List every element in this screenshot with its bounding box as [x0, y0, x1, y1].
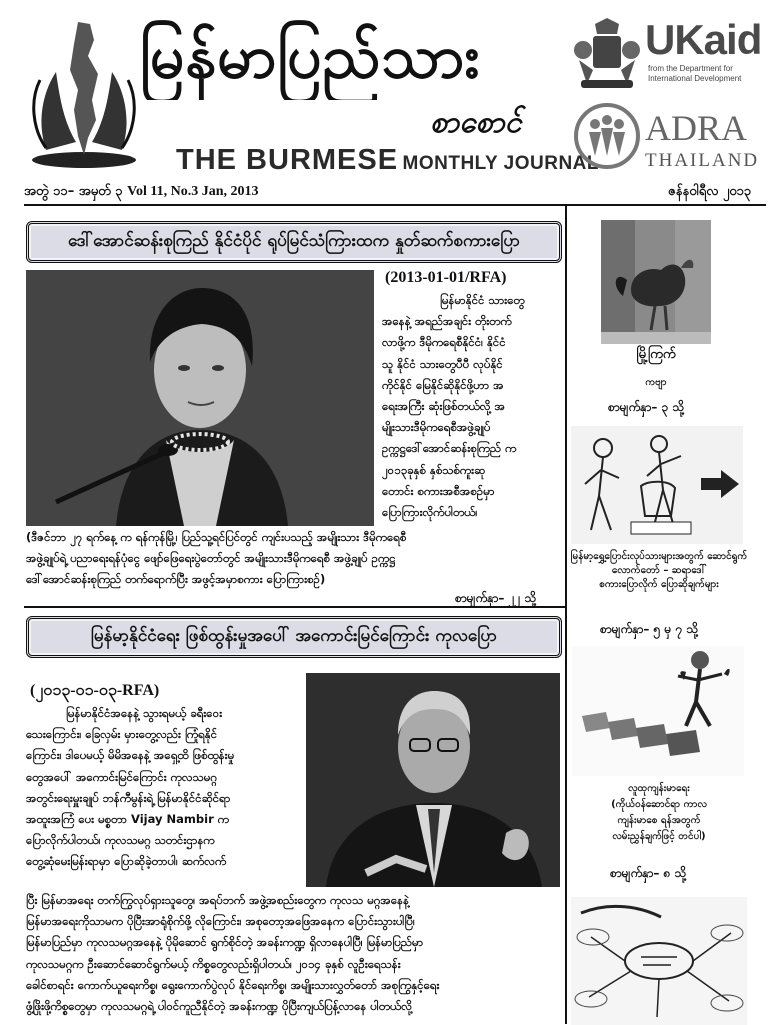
sidebar-mindmap-image: [571, 897, 747, 1025]
story1-headline[interactable]: ဒေါ်အောင်ဆန်းစုကြည် နိုင်ငံပိုင် ရုပ်မြင်သံကြားထက နှုတ်ဆက်စကားပြော: [26, 221, 562, 263]
story2-photo: [306, 673, 560, 887]
story2-body-line: တွေအပေါ် အကောင်းမြင်ကြောင်း ကုလသမဂ္ဂ: [26, 769, 217, 784]
adra-logo: ADRA: [645, 108, 748, 148]
sidebar-item-3-desc-2: ကျန်းမာစေ ရန်အတွက်: [617, 815, 701, 826]
masthead-subtitle: စာစောင်: [430, 105, 522, 140]
story1-body-line: ကိုင်နိုင် မြေနိုင်ဆိုနိုင်ဖို့ဟာ အ: [382, 377, 504, 392]
story1-body-line: အနေနဲ့ အရည်အချင်း တိုးတက်: [382, 314, 512, 329]
sidebar-item-2-desc-1: မြန်မာ့ရွှေ့ပြောင်းလုပ်သားများအတွက် ဆောင်ရွက်: [570, 551, 748, 562]
masthead-english-title: [176, 142, 599, 178]
story1-body-line: ရေးအကြီး ဆုံးဖြစ်တယ်လို့ အ: [382, 399, 506, 414]
sidebar-migrant-cartoon: [571, 426, 743, 544]
story1-body-line: တောင်း စကားအစီအစဉ်မှာ: [382, 483, 495, 498]
story1-caption-line: အဖွဲ့ချုပ်ရဲ့ ပညာရေးရန်ပုံငွေ ဖျော်ဖြေရေးပွဲတော်တွင် အမျိုးသားဒီမိုကရေစီ အဖွဲ့ချုပ် ဥက္ကဋ္ဌ: [26, 551, 396, 566]
sidebar-item-3-subtitle: လူထုကျန်းမာရေး: [628, 783, 690, 794]
story2-body-line: သေးကြောင်း၊ ခြေလှမ်း မှားတွေ့လည်း ကြုံရနိုင်: [26, 727, 218, 742]
sidebar-item-3-desc-1: (ကိုယ်ဝန်ဆောင်ရာ ကာလ: [611, 799, 707, 810]
story2-body-line: ဖွံ့ဖြိုးဖို့ကိစ္စတွေမှာ ကုလသမဂ္ဂရဲ့ ပါဝင်ကူညီနိုင်တဲ့ အခန်းကဏ္ဍ ပိုပြီးကျယ်ပြန့်လာနေ ပါတယ်လို့: [26, 999, 412, 1014]
story1-photo: [26, 270, 374, 526]
story2-body-line: ပြီး မြန်မာအရေး တက်ကြွလုပ်ရှားသူတွေ၊ အရပ်ဘက် အဖွဲ့အစည်းတွေက ကုလသ မဂ္ဂအနေနဲ့: [26, 893, 410, 907]
story2-dateline: (၂၀၁၃-၀၁-၀၃-RFA): [30, 682, 160, 699]
story2-body-line: တွေ့ဆုံမေးမြန်းရာမှာ ပြောဆိုခဲ့တာပါ၊ ဆက်လက်: [26, 854, 227, 869]
sidebar-item-2-desc-3: စကားပြောလိုက် ပြောဆိုချက်များ: [599, 579, 719, 590]
royal-crest-icon: [573, 18, 641, 92]
story2-body-wide: [26, 890, 560, 1017]
story2-body-line: မြန်မာအရေးကိုသာမက ပိုပြီးအာရုံစိုက်ဖို့ လိုကြောင်း၊ အစုတော့အဖြေအနေက ပြောင်းသွားပါပြီ၊: [26, 914, 415, 929]
story1-caption: [26, 527, 556, 591]
story2-headline[interactable]: မြန်မာ့နိုင်ငံရေး ဖြစ်ထွန်းမှုအပေါ် အကောင်းမြင်ကြောင်း ကုလပြော: [26, 616, 562, 658]
story1-body-line: လာဖို့က ဒီမိုကရေစီနိုင်ငံ၊ နိုင်ငံ: [382, 335, 506, 350]
story1-body-line: သူ နိုင်ငံ သားတွေပီပီ လုပ်နိုင်: [382, 356, 503, 371]
story2-body-line: မြန်မာနိုင်ငံအနေနဲ့ သွားရမယ့် ခရီး၀ေး: [66, 706, 223, 720]
sidebar-rooster-image: [601, 220, 711, 344]
masthead-english-small: MONTHLY JOURNAL: [402, 153, 599, 174]
story1-caption-line: (ဒီဇင်ဘာ ၂၇ ရက်နေ့ က ရန်ကုန်မြို့၊ ပြည်သူ့ရင်ပြင်တွင် ကျင်းပသည့် အမျိုးသား ဒီမိုကရေစီ: [26, 530, 407, 544]
story1-caption-line: ဒေါ်အောင်ဆန်းစုကြည် တက်ရောက်ပြီး အဖွင့်အမှာစကား ပြောကြားစဉ်): [26, 572, 326, 587]
issue-number-en: Vol 11, No.3 Jan, 2013: [127, 184, 259, 199]
story1-dateline: (2013-01-01/RFA): [385, 269, 507, 286]
adra-people-icon: [573, 102, 641, 170]
story2-body-line: အထူးအကြံ ပေး မစ္စတာ Vijay Nambir က: [26, 812, 229, 827]
sidebar-steps-image: [572, 646, 744, 776]
sidebar-item-1-title[interactable]: မြို့ကြက်: [636, 347, 676, 362]
column-divider: [565, 206, 567, 1024]
sidebar-item-3-page[interactable]: စာမျက်နှာ– ၈ သို့: [610, 866, 687, 880]
sidebar-item-1-subtitle: ကဗျာ: [645, 377, 667, 388]
issue-number: [24, 182, 259, 202]
issue-number-my: အတွဲ ၁၁– အမှတ် ၃: [24, 184, 123, 199]
sidebar-item-3-desc-3: လမ်းညွှန်ချက်ဖြင့် တင်ပါ): [612, 831, 706, 842]
story1-continued-link[interactable]: စာမျက်နှာ– ၂၂ သို့: [455, 591, 537, 605]
story1-body-line: မြန်မာနိုင်ငံ သားတွေ: [440, 293, 525, 307]
story2-body: [26, 703, 302, 873]
story2-body-line: ကြောင်း၊ ဒါပေမယ့် မိမိအနေနဲ့ အရှေ့ထိ ဖြစ်ထွန်းမှု: [26, 748, 235, 763]
issue-date: ဇန်နဝါရီလ ၂၀၁၃: [668, 184, 752, 199]
story1-body-line: မျိုးသားဒီမိုကရေစီအဖွဲ့ချုပ်: [382, 420, 491, 435]
sidebar-item-2-page[interactable]: စာမျက်နှာ– ၅ မှ ၇ သို့: [600, 622, 698, 636]
story2-body-line: ပြောလိုက်ပါတယ်၊ ကုလသမဂ္ဂ သတင်းဌာနက: [26, 833, 215, 848]
story2-body-line: ကုလသမဂ္ဂက ဦးဆောင်ဆောင်ရွက်မယ့် ကိစ္စတွေလည်းရှိပါတယ်၊ ၂၀၁၄ ခုနှစ် လူဦးရေသန်း: [26, 956, 401, 971]
story2-body-line: ခေါင်စာရင်း ကောက်ယူရေးကိစ္စ၊ ရွေးကောက်ပွဲလုပ် နိုင်ရေးကိစ္စ၊ အမျိုးသားလွှတ်တော် အစုကြွနှင့်ရေး: [26, 977, 440, 992]
sidebar-item-2-desc-2: လောက်တော် – ဆရာဒေါ်: [611, 565, 707, 576]
sidebar-item-1-page[interactable]: စာမျက်နှာ– ၃ သို့: [608, 400, 685, 414]
journal-logo: [26, 10, 142, 170]
story1-body: [382, 290, 558, 523]
story1-body-line: ၂၀၁၃ခုနှစ် နှစ်သစ်ကူးဆု: [382, 462, 486, 477]
ukaid-subtext: from the Department for International Development: [648, 64, 742, 83]
story1-body-line: ဥက္ကဋ္ဌဒေါ်အောင်ဆန်းစုကြည် က: [382, 441, 517, 456]
adra-subtext: THAILAND: [645, 150, 760, 171]
story1-body-line: ပြောကြားလိုက်ပါတယ်၊: [382, 505, 478, 520]
masthead-english-big: THE BURMESE: [176, 144, 399, 176]
masthead-title: မြန်မာပြည်သား: [140, 22, 481, 92]
story2-body-line: အတွင်းရေးမှူးချုပ် ဘန်ကီမွန်းရဲ့ မြန်မာနိုင်ငံဆိုင်ရာ: [26, 790, 231, 805]
story2-body-line: မြန်မာပြည်မှာ ကုလသမဂ္ဂအနေနဲ့ ပိုမိုဆောင် ရွက်စိုင်တဲ့ အခန်းကဏ္ဍ ရှိလာနေပါပြီ၊ မြန်မာပြည်မှာ: [26, 935, 424, 950]
ukaid-logo: UKaid: [645, 16, 762, 63]
